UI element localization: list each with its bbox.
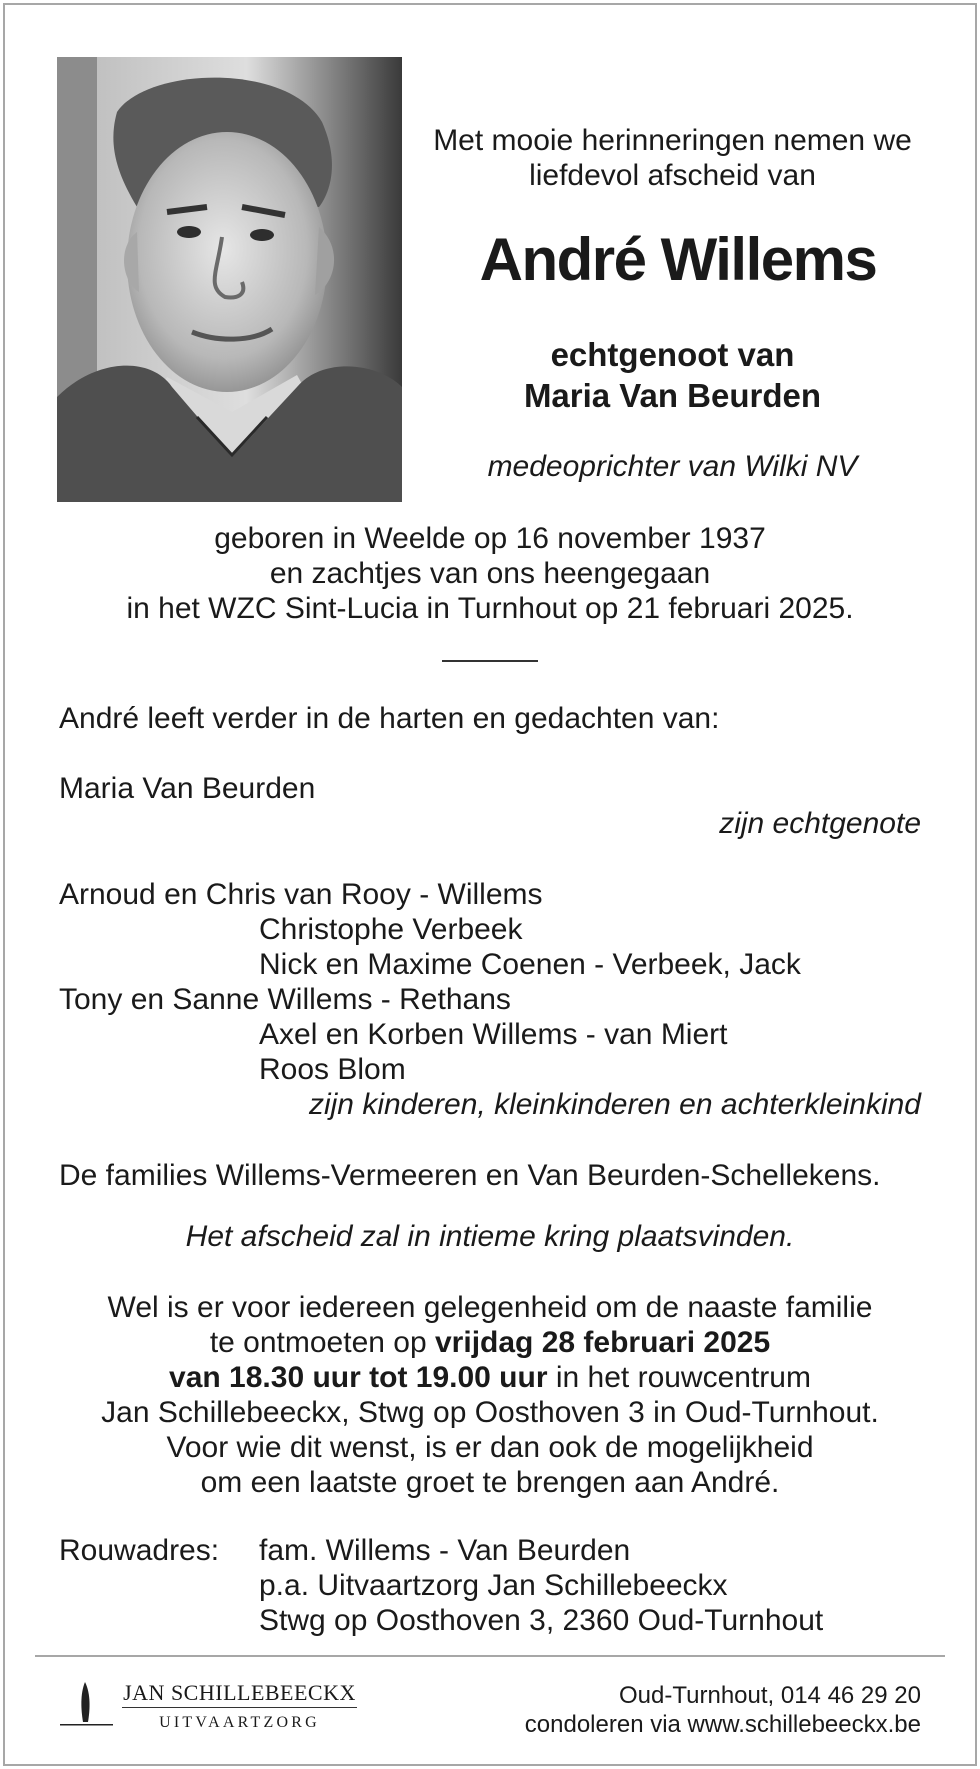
born-line-1: geboren in Weelde op 16 november 1937 (214, 522, 766, 555)
wake-line-6: om een laatste groet te brengen aan André. (200, 1466, 780, 1499)
logo-name: JAN SCHILLEBEECKX (123, 1680, 356, 1705)
lives-on-text: André leeft verder in de harten en gedachten van: (59, 702, 720, 735)
contact-phone: Oud-Turnhout, 014 46 29 20 (619, 1682, 921, 1709)
family-line: Christophe Verbeek (259, 913, 523, 946)
born-line-3: in het WZC Sint-Lucia in Turnhout op 21 februari 2025. (126, 592, 854, 625)
wake-line-2-text: te ontmoeten op (209, 1326, 435, 1359)
address-line-1: fam. Willems - Van Beurden (259, 1534, 631, 1567)
footer-divider (35, 1655, 945, 1657)
family-line: Arnoud en Chris van Rooy - Willems (59, 878, 543, 911)
intro-line-2: liefdevol afscheid van (529, 159, 816, 192)
wake-line-4: Jan Schillebeeckx, Stwg op Oosthoven 3 in Oud-Turnhout. (101, 1396, 879, 1429)
address-line-2: p.a. Uitvaartzorg Jan Schillebeeckx (259, 1569, 728, 1602)
wake-line-3 (0, 1360, 980, 1395)
families-text: De families Willems-Vermeeren en Van Beurden-Schellekens. (59, 1159, 881, 1192)
spouse-line-2: Maria Van Beurden (523, 377, 822, 414)
family-line: Roos Blom (259, 1053, 406, 1086)
wake-line-2 (0, 1325, 980, 1360)
logo-underline (122, 1707, 357, 1708)
address-line-3: Stwg op Oosthoven 3, 2360 Oud-Turnhout (259, 1604, 824, 1637)
deceased-name: André Willems (479, 226, 877, 293)
intro-line-1: Met mooie herinneringen nemen we (433, 124, 912, 157)
wake-line-3-text: in het rouwcentrum (547, 1361, 811, 1394)
private-ceremony-text: Het afscheid zal in intieme kring plaatsvinden. (185, 1220, 795, 1253)
wake-line-1: Wel is er voor iedereen gelegenheid om de naaste familie (107, 1291, 873, 1324)
contact-website[interactable]: condoleren via www.schillebeeckx.be (524, 1711, 921, 1738)
wake-line-5: Voor wie dit wenst, is er dan ook de mogelijkheid (166, 1431, 814, 1464)
family-line: Tony en Sanne Willems - Rethans (59, 983, 511, 1016)
wake-info (0, 1290, 980, 1500)
spouse-line-1: echtgenoot van (550, 336, 795, 373)
spouse-block (400, 334, 945, 416)
born-line-2: en zachtjes van ons heengegaan (269, 557, 711, 590)
footer-contact (525, 1681, 921, 1739)
family-line: Nick en Maxime Coenen - Verbeek, Jack (259, 948, 801, 981)
logo-subtitle: UITVAARTZORG (159, 1714, 320, 1731)
mourner-spouse-relation: zijn echtgenote (719, 807, 921, 840)
wake-date: vrijdag 28 februari 2025 (435, 1326, 771, 1359)
mourner-spouse-name: Maria Van Beurden (59, 772, 316, 805)
portrait-photo (57, 57, 402, 502)
birth-death-text (0, 521, 980, 626)
family-line: Axel en Korben Willems - van Miert (259, 1018, 728, 1051)
wake-time: van 18.30 uur tot 19.00 uur (169, 1361, 548, 1394)
cypress-tree-icon (60, 1680, 115, 1735)
divider (442, 660, 538, 662)
address-label: Rouwadres: (59, 1534, 220, 1567)
role-text: medeoprichter van Wilki NV (487, 450, 858, 483)
intro-text (400, 123, 945, 193)
family-relation: zijn kinderen, kleinkinderen en achterkleinkind (308, 1088, 921, 1121)
